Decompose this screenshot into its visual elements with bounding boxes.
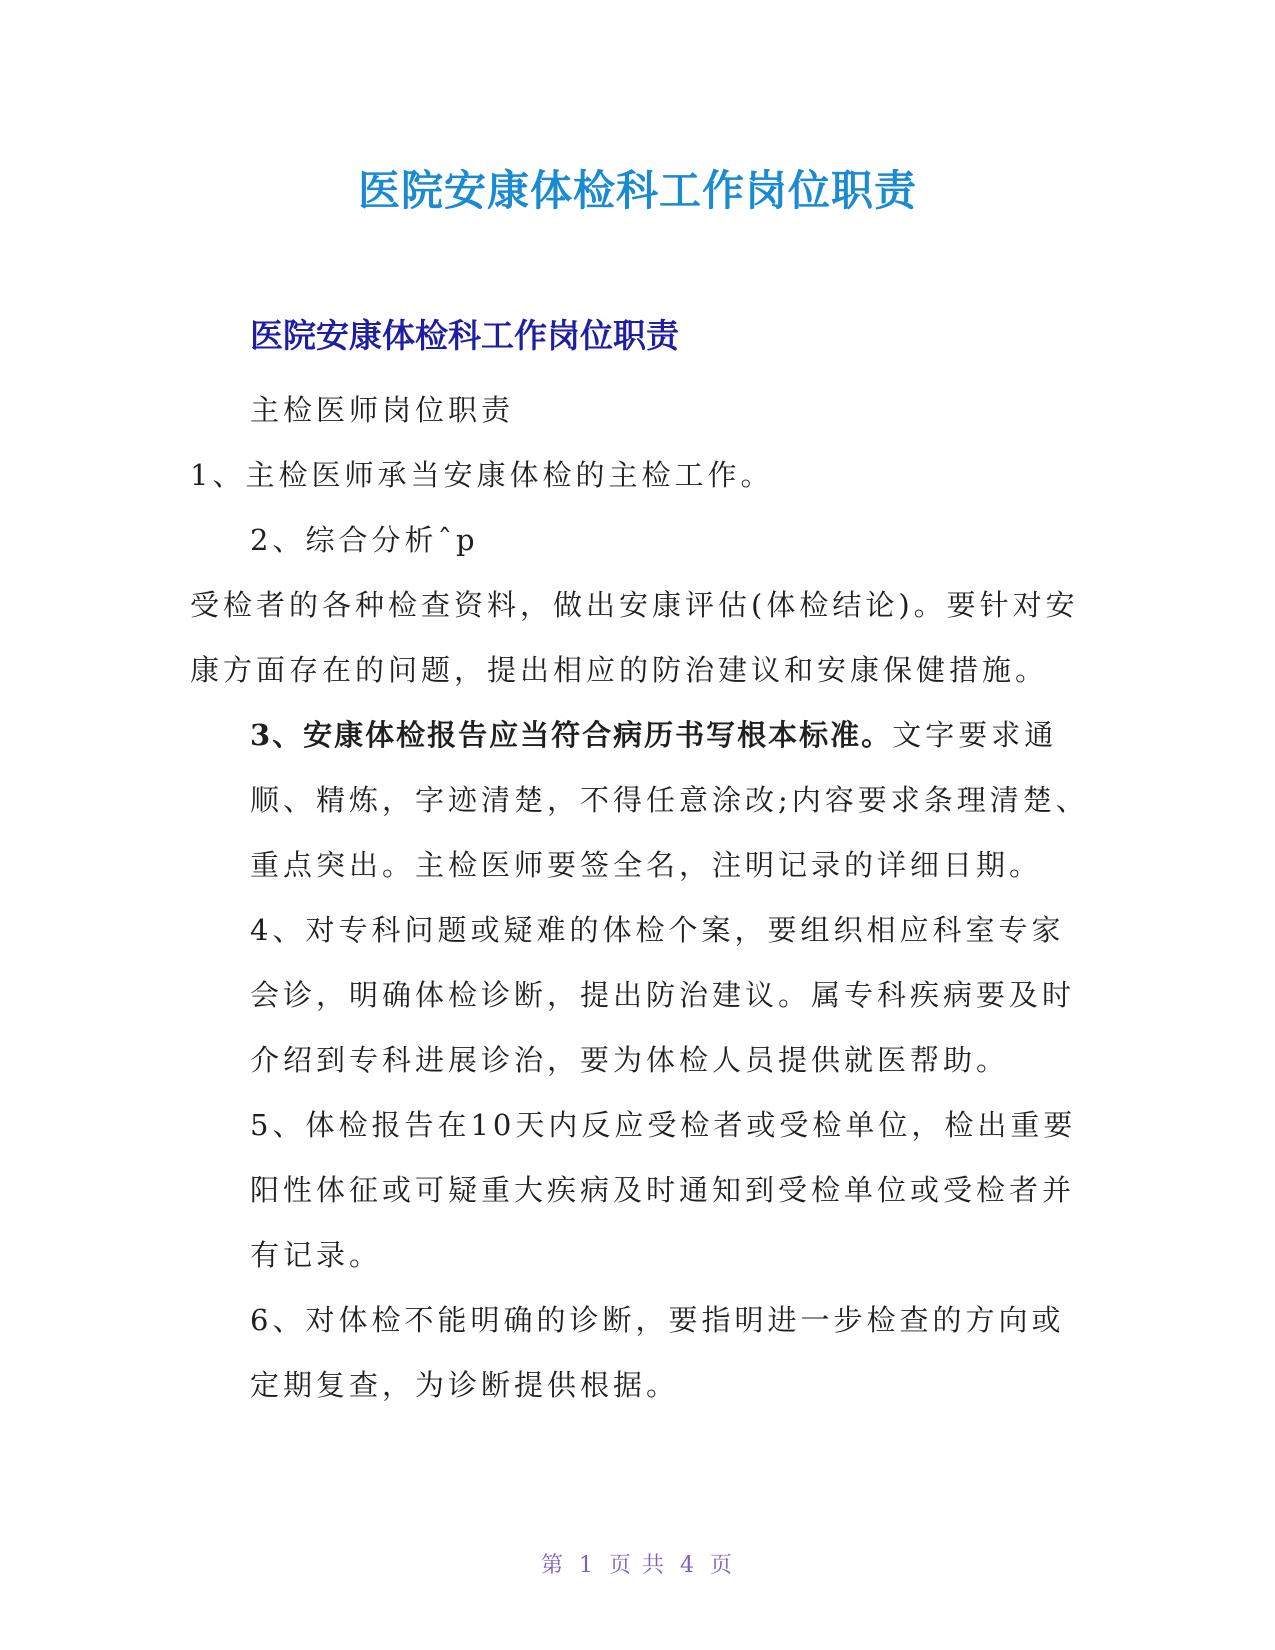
- item-6: 6、对体检不能明确的诊断，要指明进一步检查的方向或定期复查，为诊断提供根据。: [250, 1303, 1065, 1402]
- item-2-line-1: 2、综合分析ˆp: [250, 523, 479, 557]
- section-heading: 医院安康体检科工作岗位职责: [250, 316, 679, 355]
- item-3-rest: 文字要求通顺、精炼，字迹清楚，不得任意涂改;内容要求条理清楚、重点突出。主检医师要签全名，注明记录的详细日期。: [250, 718, 1089, 882]
- item-3-bold: 3、安康体检报告应当符合病历书写根本标准。: [250, 718, 893, 752]
- footer-suffix: 页: [710, 1553, 735, 1578]
- item-2-line-2: 受检者的各种检查资料，做出安康评估(体检结论)。要针对安康方面存在的问题，提出相应的防治建议和安康保健措施。: [190, 588, 1079, 687]
- footer-current-page: 1: [579, 1553, 595, 1578]
- item-5: 5、体检报告在10天内反应受检者或受检单位，检出重要阳性体征或可疑重大疾病及时通知到受检单位或受检者并有记录。: [250, 1108, 1077, 1272]
- document-title: 医院安康体检科工作岗位职责: [357, 166, 917, 215]
- item-3: [190, 703, 1090, 898]
- item-1: 1、主检医师承当安康体检的主检工作。: [190, 458, 774, 492]
- footer-total-pages: 4: [680, 1553, 696, 1578]
- footer-prefix: 第: [540, 1553, 565, 1578]
- item-4: 4、对专科问题或疑难的体检个案，要组织相应科室专家会诊，明确体检诊断，提出防治建议。属专科疾病要及时介绍到专科进展诊治，要为体检人员提供就医帮助。: [250, 913, 1076, 1077]
- subheading: 主检医师岗位职责: [250, 393, 515, 427]
- page-footer: [0, 1548, 1275, 1579]
- footer-middle: 页 共: [609, 1553, 666, 1578]
- document-body: [190, 378, 1090, 1418]
